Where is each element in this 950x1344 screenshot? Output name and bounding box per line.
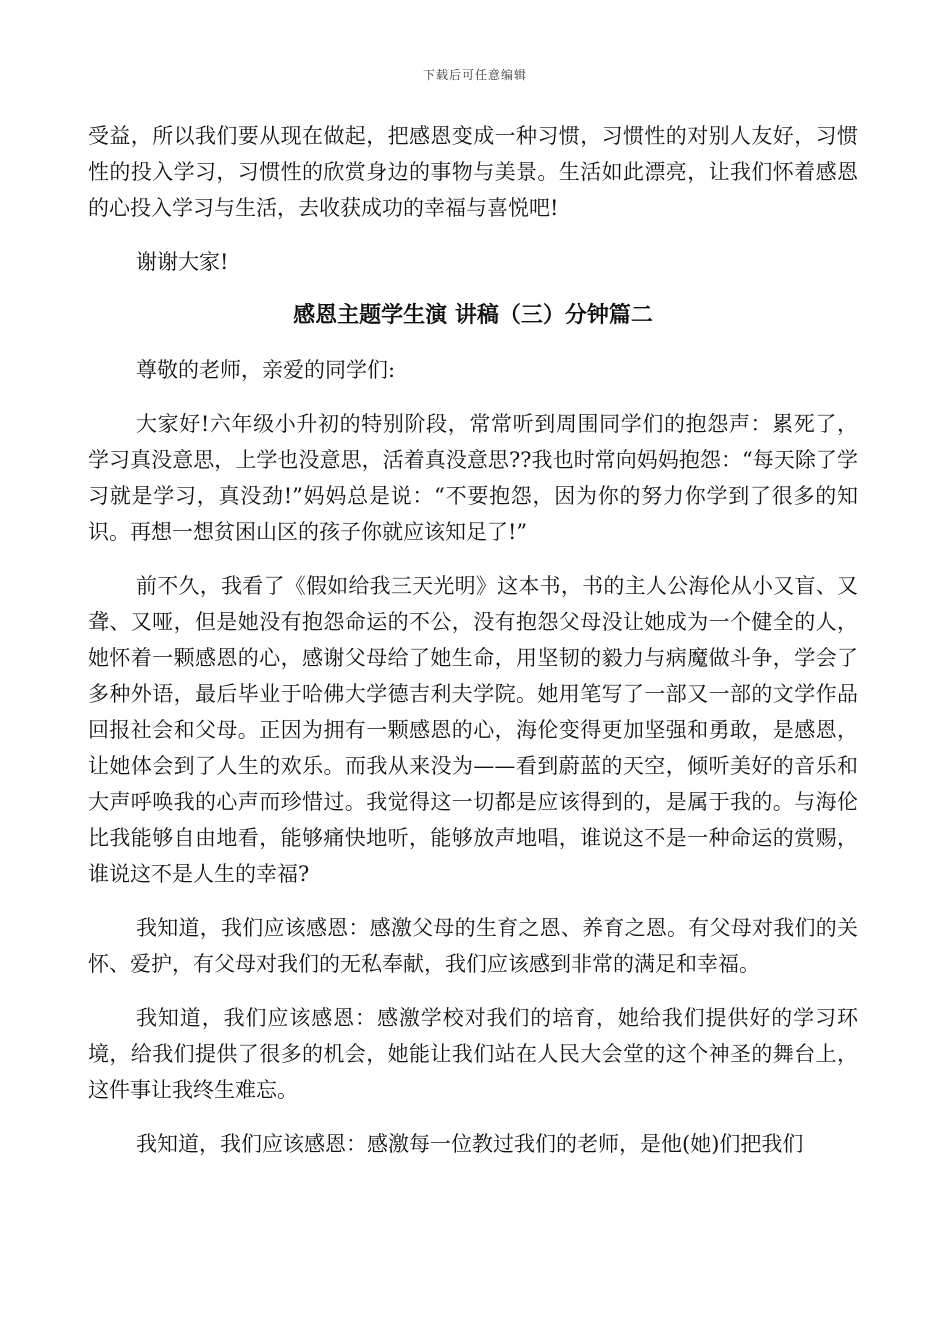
paragraph-5: 前不久，我看了《假如给我三天光明》这本书，书的主人公海伦从小又盲、又聋、又哑，但是她没有抱怨命运的不公，没有抱怨父母没让她成为一个健全的人，她怀着一颗感恩的心，感谢父母给了她生命，用坚韧的毅力与病魔做斗争，学会了多种外语，最后毕业于哈佛大学德吉利夫学院。她用笔写了一部又一部的文学作品回报社会和父母。正因为拥有一颗感恩的心，海伦变得更加坚强和勇敢，是感恩，让她体会到了人生的欢乐。而我从来没为——看到蔚蓝的天空，倾听美好的音乐和大声呼唤我的心声而珍惜过。我觉得这一切都是应该得到的，是属于我的。与海伦比我能够自由地看，能够痛快地听，能够放声地唱，谁说这不是一种命运的赏赐，谁说这不是人生的幸福? <box>88 574 858 886</box>
paragraph-greeting: 尊敬的老师，亲爱的同学们: <box>136 358 396 382</box>
paragraph-7: 我知道，我们应该感恩：感激学校对我们的培育，她给我们提供好的学习环境，给我们提供了很多的机会，她能让我们站在人民大会堂的这个神圣的舞台上，这件事让我终生难忘。 <box>88 1006 858 1102</box>
paragraph-8: 我知道，我们应该感恩：感激每一位教过我们的老师，是他(她)们把我们 <box>136 1132 804 1156</box>
document-body <box>88 118 858 1180</box>
paragraph-6: 我知道，我们应该感恩：感激父母的生育之恩、养育之恩。有父母对我们的关怀、爱护，有父母对我们的无私奉献，我们应该感到非常的满足和幸福。 <box>88 916 858 976</box>
paragraph-1: 受益，所以我们要从现在做起，把感恩变成一种习惯，习惯性的对别人友好，习惯性的投入学习，习惯性的欣赏身边的事物与美景。生活如此漂亮，让我们怀着感恩的心投入学习与生活，去收获成功的幸福与喜悦吧! <box>88 124 858 220</box>
paragraph-2: 谢谢大家! <box>136 250 229 274</box>
paragraph-4: 大家好!六年级小升初的特别阶段，常常听到周围同学们的抱怨声：累死了，学习真没意思，上学也没意思，活着真没意思??我也时常向妈妈抱怨：“每天除了学习就是学习，真没劲!”妈妈总是说：“不要抱怨，因为你的努力你学到了很多的知识。再想一想贫困山区的孩子你就应该知足了!” <box>88 412 858 544</box>
header-note: 下载后可任意编辑 <box>422 68 527 82</box>
section-title: 感恩主题学生演 讲稿（三）分钟篇二 <box>293 303 653 328</box>
